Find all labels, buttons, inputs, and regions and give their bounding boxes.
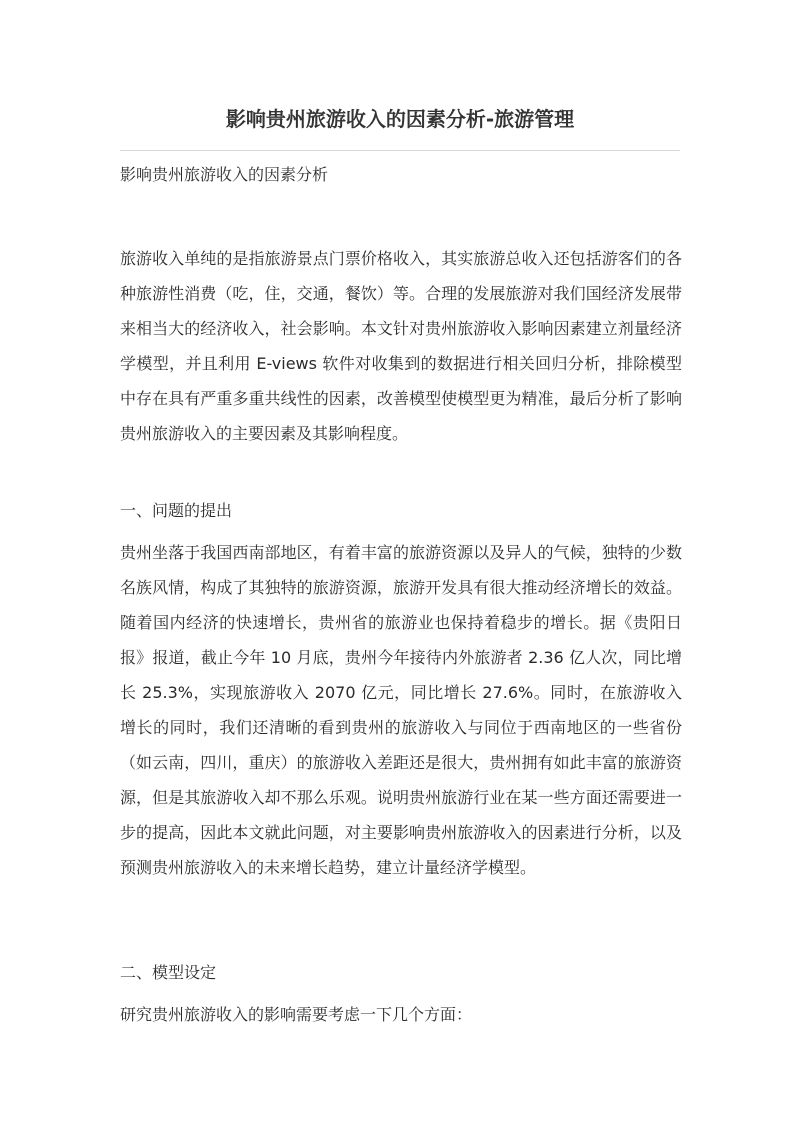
document-title: 影响贵州旅游收入的因素分析-旅游管理 — [225, 107, 575, 131]
document-subtitle: 影响贵州旅游收入的因素分析 — [120, 165, 329, 184]
section-paragraph-problem: 贵州坐落于我国西南部地区，有着丰富的旅游资源以及异人的气候，独特的少数名族风情，构成了其独特的旅游资源，旅游开发具有很大推动经济增长的效益。随着国内经济的快速增长，贵州省的旅游业也保持着稳步的增长。据《贵阳日报》报道，截止今年 10 月底，贵州今年接待内外旅游者 2.36 亿人次，同比增长 25.3%，实现旅游收入 2070 亿元，同比增长 27.6%。同时，在旅游收入增长的同时，我们还清晰的看到贵州的旅游收入与同位于西南地区的一些省份（如云南，四川，重庆）的旅游收入差距还是很大，贵州拥有如此丰富的旅游资源，但是其旅游收入却不那么乐观。说明贵州旅游行业在某一些方面还需要进一步的提高，因此本文就此问题，对主要影响贵州旅游收入的因素进行分析，以及预测贵州旅游收入的未来增长趋势，建立计量经济学模型。 — [120, 543, 682, 877]
abstract-paragraph: 旅游收入单纯的是指旅游景点门票价格收入，其实旅游总收入还包括游客们的各种旅游性消费（吃，住，交通，餐饮）等。合理的发展旅游对我们国经济发展带来相当大的经济收入，社会影响。本文针对贵州旅游收入影响因素建立剂量经济学模型，并且利用 E-views 软件对收集到的数据进行相关回归分析，排除模型中存在具有严重多重共线性的因素，改善模型使模型更为精准，最后分析了影响贵州旅游收入的主要因素及其影响程度。 — [120, 249, 682, 443]
section-heading-problem: 一、问题的提出 — [120, 501, 233, 520]
title-divider — [120, 150, 680, 151]
section-paragraph-model: 研究贵州旅游收入的影响需要考虑一下几个方面： — [120, 1005, 473, 1024]
section-heading-model: 二、模型设定 — [120, 963, 217, 982]
